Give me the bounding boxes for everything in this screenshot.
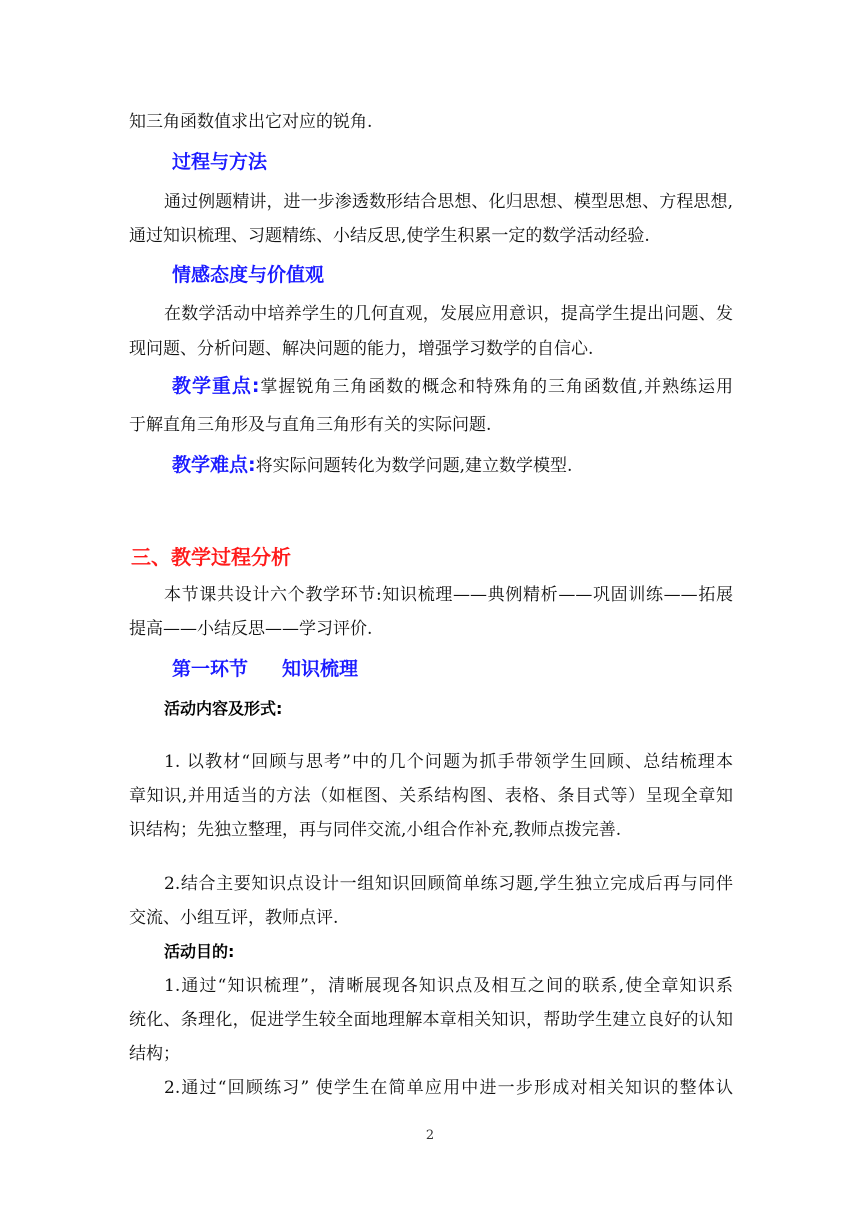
text-line: 现问题、分析问题、解决问题的能力，增强学习数学的自信心. <box>129 339 594 359</box>
text-line: 通过知识梳理、习题精练、小结反思,使学生积累一定的数学活动经验. <box>129 226 650 246</box>
heading-process-method: 过程与方法 <box>172 151 268 173</box>
text-line: 2.通过“回顾练习” 使学生在简单应用中进一步形成对相关知识的整体认 <box>164 1078 733 1098</box>
text-line: 结构； <box>129 1044 180 1064</box>
teaching-difficulty-text: 将实际问题转化为数学问题,建立数学模型. <box>255 456 573 476</box>
text-line: 通过例题精讲，进一步渗透数形结合思想、化归思想、模型思想、方程思想, <box>164 192 733 212</box>
teaching-key-text: 掌握锐角三角函数的概念和特殊角的三角函数值,并熟练运用 <box>259 377 733 397</box>
heading-activity-content: 活动内容及形式: <box>164 699 283 718</box>
text-line: 1. 以教材“回顾与思考”中的几个问题为抓手带领学生回顾、总结梳理本 <box>164 752 733 772</box>
text-line: 2.结合主要知识点设计一组知识回顾简单练习题,学生独立完成后再与同伴 <box>164 874 733 894</box>
text-line: 统化、条理化，促进学生较全面地理解本章相关知识，帮助学生建立良好的认知 <box>129 1010 733 1030</box>
heading-step-one <box>172 656 358 682</box>
text-line: 章知识,并用适当的方法（如框图、关系结构图、表格、条目式等）呈现全章知 <box>129 786 733 806</box>
teaching-key-label: 教学重点: <box>172 375 260 397</box>
text-line: 知三角函数值求出它对应的锐角. <box>129 112 373 132</box>
heading-emotion-values: 情感态度与价值观 <box>172 264 325 286</box>
step-one-number: 第一环节 <box>172 658 249 680</box>
page-number: 2 <box>425 1128 435 1143</box>
text-line: 1.通过“知识梳理”，清晰展现各知识点及相互之间的联系,使全章知识系 <box>164 976 733 996</box>
text-line: 在数学活动中培养学生的几何直观，发展应用意识，提高学生提出问题、发 <box>164 304 733 324</box>
text-line: 识结构；先独立整理，再与同伴交流,小组合作补充,教师点拨完善. <box>129 820 622 840</box>
text-line: 提高——小结反思——学习评价. <box>129 619 373 639</box>
teaching-difficulty <box>172 453 572 478</box>
heading-section-three: 三、教学过程分析 <box>131 545 291 569</box>
text-line: 于解直角三角形及与直角三角形有关的实际问题. <box>129 415 492 435</box>
text-line: 交流、小组互评，教师点评. <box>129 908 339 928</box>
text-line: 本节课共设计六个教学环节:知识梳理——典例精析——巩固训练——拓展 <box>164 585 733 605</box>
step-one-title: 知识梳理 <box>282 658 359 680</box>
teaching-key-points <box>172 374 733 399</box>
heading-activity-goal: 活动目的: <box>164 942 235 961</box>
teaching-difficulty-label: 教学难点: <box>172 454 256 476</box>
